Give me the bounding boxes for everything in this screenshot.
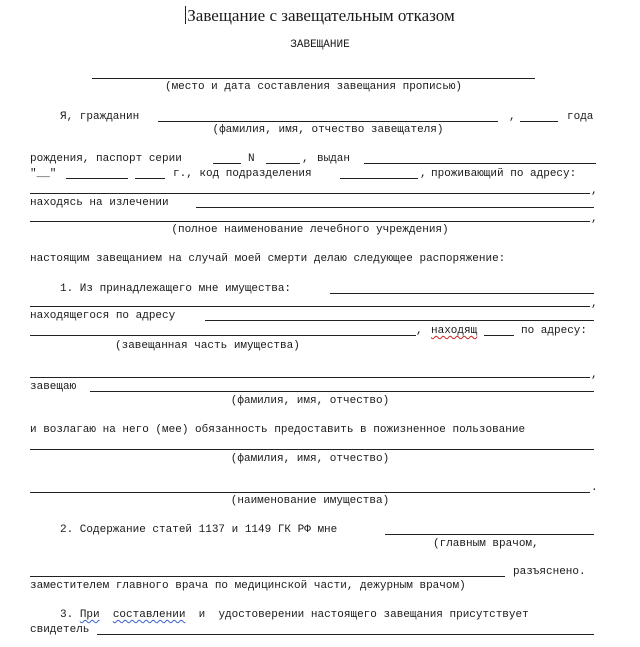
comma: , [509, 111, 516, 123]
label-explained: разъяснено. [513, 566, 586, 578]
hint-bequeathed-part: (завещанная часть имущества) [115, 340, 300, 352]
label-date-quote: "__" [30, 168, 57, 180]
hint-hospital: (полное наименование лечебного учреждения) [171, 224, 449, 236]
fill-line-place-date[interactable] [92, 78, 535, 79]
hint-fio-beneficiary: (фамилия, имя, отчество) [230, 453, 390, 465]
label-witness: свидетель [30, 624, 90, 636]
fill-line-passport-number[interactable] [266, 163, 300, 164]
fill-line-ending[interactable] [484, 335, 514, 336]
comma: , [302, 153, 309, 165]
label-n: N [248, 153, 255, 165]
fill-line-item1-continued[interactable] [30, 306, 590, 307]
fill-line-treatment[interactable] [196, 207, 594, 208]
fill-line-issue-date[interactable] [66, 178, 128, 179]
fill-line-issued-by[interactable] [364, 163, 596, 164]
dot: . [591, 482, 598, 494]
label-living-address: проживающий по адресу: [431, 168, 577, 180]
label-item1: 1. Из принадлежащего мне имущества: [60, 283, 292, 295]
fill-line-item1-property[interactable] [330, 293, 594, 294]
fill-line-birth-year[interactable] [520, 121, 558, 122]
label-nahod: находящ [431, 325, 478, 337]
comma: , [591, 185, 598, 197]
fill-line-bequeathed-part[interactable] [30, 335, 416, 336]
text-obligation: и возлагаю на него (мее) обязанность предоставить в пожизненное пользование [30, 424, 526, 436]
label-goda: года [567, 111, 594, 123]
fill-line-address[interactable] [30, 193, 590, 194]
comma: , [420, 168, 427, 180]
document-title-text: Завещание с завещательным отказом [187, 6, 455, 25]
item3-rest: и удостоверении настоящего завещания присутствует [198, 609, 529, 621]
label-ya-citizen: Я, гражданин [60, 111, 140, 123]
text-disposition: настоящим завещанием на случай моей смерти делаю следующее распоряжение: [30, 253, 506, 265]
hint-property-name: (наименование имущества) [230, 495, 390, 507]
comma: , [591, 213, 598, 225]
fill-line-hospital[interactable] [30, 221, 590, 222]
fill-line-heir[interactable] [90, 391, 594, 392]
fill-line-explained-by[interactable] [385, 534, 594, 535]
comma: , [416, 325, 423, 337]
label-item2: 2. Содержание статей 1137 и 1149 ГК РФ мне [60, 524, 338, 536]
label-located-address: находящегося по адресу [30, 310, 176, 322]
fill-line-issue-year[interactable] [135, 178, 165, 179]
fill-line-citizen-name[interactable] [158, 121, 498, 122]
hint-deputy-doctor: заместителем главного врача по медицинской части, дежурным врачом) [30, 580, 466, 592]
fill-line-beneficiary[interactable] [30, 449, 594, 450]
item3-word-pri: При [79, 609, 100, 621]
fill-line-division-code[interactable] [340, 178, 418, 179]
item3-word-sostavlenii: составлении [112, 609, 186, 621]
hint-fio-heir: (фамилия, имя, отчество) [230, 395, 390, 407]
fill-line-property-name[interactable] [30, 492, 590, 493]
fill-line-doctor-name[interactable] [30, 576, 505, 577]
hint-fio-testator: (фамилия, имя, отчество завещателя) [212, 124, 444, 136]
fill-line-address-2[interactable] [30, 377, 590, 378]
hint-chief-doctor: (главным врачом, [433, 538, 539, 550]
subtitle: ЗАВЕЩАНИЕ [290, 39, 350, 51]
label-item3 [60, 609, 529, 622]
item3-number: 3. [60, 609, 74, 621]
comma: , [591, 369, 598, 381]
label-birth-passport: рождения, паспорт серии [30, 153, 182, 165]
comma: , [591, 298, 598, 310]
fill-line-witness[interactable] [97, 634, 594, 635]
fill-line-located-address[interactable] [205, 320, 594, 321]
label-treatment: находясь на излечении [30, 197, 169, 209]
label-po-adresu: по адресу: [521, 325, 588, 337]
label-issued: выдан [317, 153, 351, 165]
fill-line-passport-series[interactable] [213, 163, 241, 164]
label-g-code: г., код подразделения [173, 168, 312, 180]
hint-place-date: (место и дата составления завещания прописью) [164, 81, 463, 93]
document-title [0, 6, 640, 26]
label-bequeath: завещаю [30, 381, 77, 393]
